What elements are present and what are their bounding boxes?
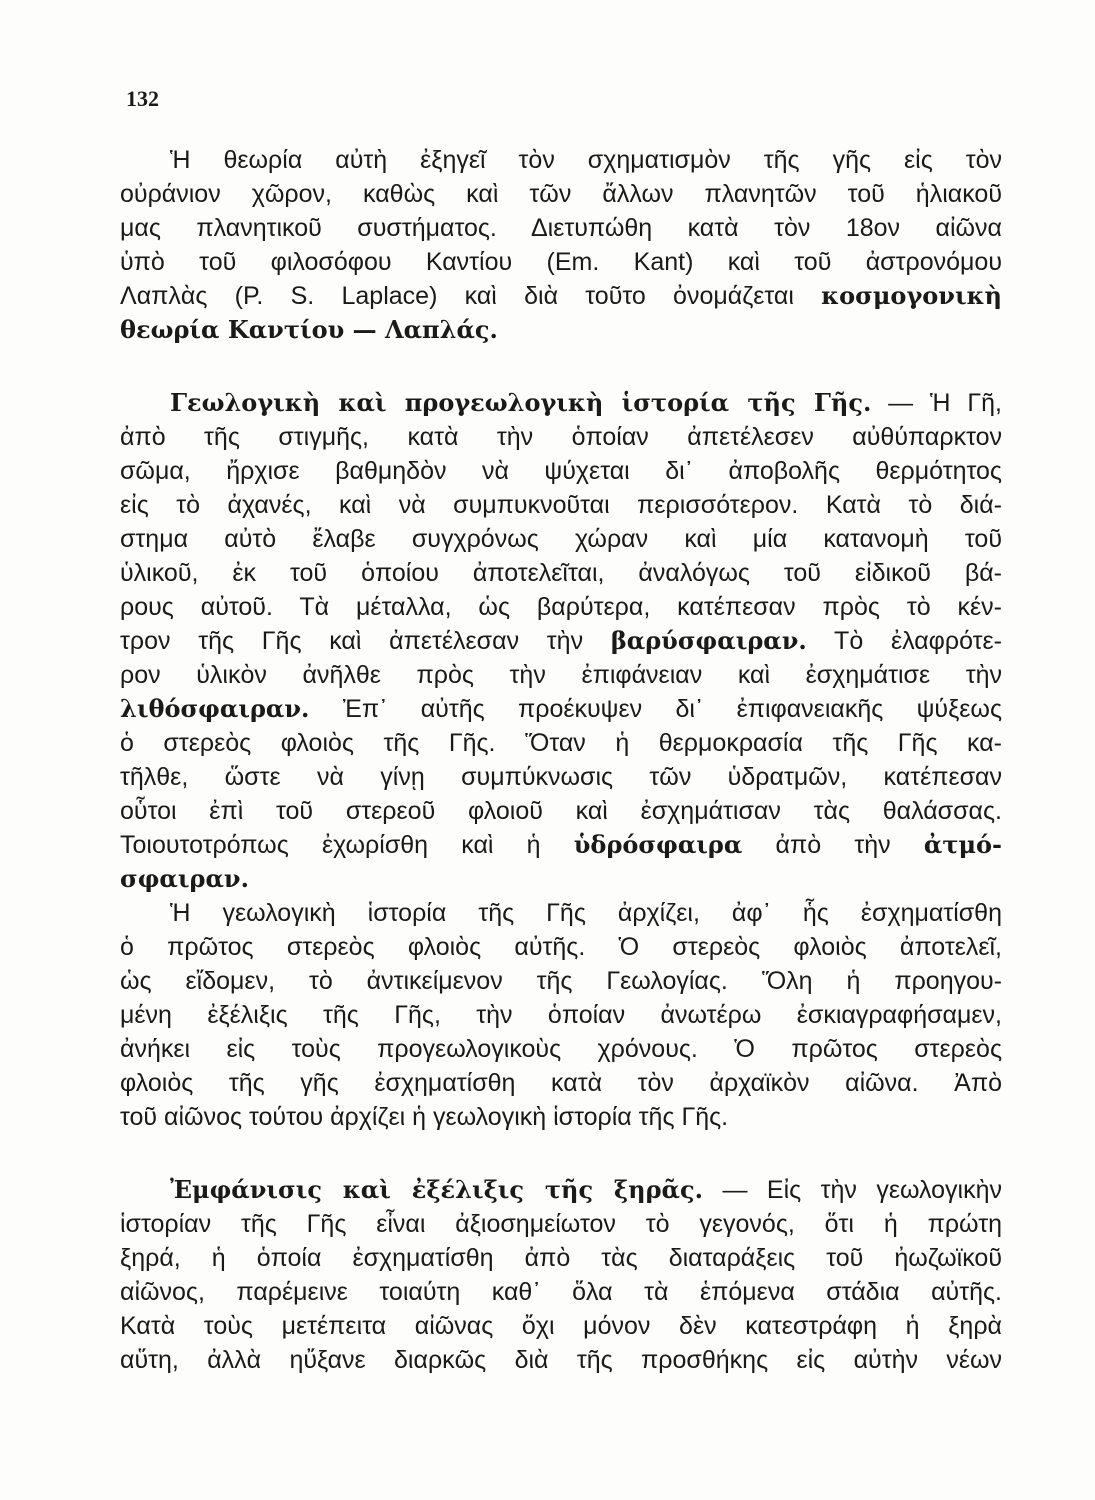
text-line — [120, 488, 1002, 522]
bold-term: ὑδρόσφαιρα — [573, 830, 743, 859]
paragraph — [120, 386, 1002, 896]
bold-term: κοσμογονικὴ — [821, 281, 1002, 310]
text-line — [120, 245, 1002, 279]
text-line — [120, 930, 1002, 964]
text-line — [120, 862, 1002, 896]
text-line — [120, 828, 1002, 862]
text-run: εἰς τὸ ἀχανές, καὶ νὰ συμπυκνοῦται περισσότερον. Κατὰ τὸ διά- — [120, 491, 1002, 519]
text-line — [120, 313, 1002, 347]
text-run: μένη ἐξέλιξις τῆς Γῆς, τὴν ὁποίαν ἀνωτέρω ἐσκιαγραφήσαμεν, — [120, 1001, 1002, 1029]
text-line — [120, 692, 1002, 726]
text-run: Κατὰ τοὺς μετέπειτα αἰῶνας ὄχι μόνον δὲν κατεστράφη ἡ ξηρὰ — [120, 1312, 1002, 1340]
text-line — [120, 1066, 1002, 1100]
paragraph — [120, 896, 1002, 1134]
text-run: — Ἡ Γῆ, — [871, 389, 1002, 417]
text-run: ὑπὸ τοῦ φιλοσόφου Καντίου (Em. Kant) καὶ τοῦ ἀστρονόμου — [120, 248, 1002, 276]
text-body — [120, 143, 1002, 1377]
text-line — [120, 624, 1002, 658]
bold-term: Ἐμφάνισις καὶ ἐξέλιξις τῆς ξηρᾶς. — [170, 1175, 703, 1204]
bold-term: ἀτμό- — [923, 830, 1002, 859]
text-line — [120, 556, 1002, 590]
text-run: τρον τῆς Γῆς καὶ ἀπετέλεσαν τὴν — [120, 627, 611, 655]
text-run: οὐράνιον χῶρον, καθὼς καὶ τῶν ἄλλων πλανητῶν τοῦ ἡλιακοῦ — [120, 180, 1002, 208]
text-line — [120, 726, 1002, 760]
text-line — [120, 1343, 1002, 1377]
text-run: Τοιουτοτρόπως ἐχωρίσθη καὶ ἡ — [120, 831, 574, 859]
page-number: 132 — [126, 86, 159, 111]
text-line — [120, 964, 1002, 998]
text-line — [120, 1100, 1002, 1134]
text-run: Ἡ γεωλογικὴ ἱστορία τῆς Γῆς ἀρχίζει, ἀφ᾽ ἧς ἐσχηματίσθη — [170, 899, 1002, 927]
text-run: φλοιὸς τῆς γῆς ἐσχηματίσθη κατὰ τὸν ἀρχαϊκὸν αἰῶνα. Ἀπὸ — [120, 1069, 1002, 1097]
text-run: ὡς εἴδομεν, τὸ ἀντικείμενον τῆς Γεωλογίας. Ὅλη ἡ προηγου- — [120, 967, 1002, 995]
paragraph — [120, 1173, 1002, 1377]
text-line — [120, 211, 1002, 245]
text-run: ὑλικοῦ, ἐκ τοῦ ὁποίου ἀποτελεῖται, ἀναλόγως τοῦ εἰδικοῦ βά- — [120, 559, 1002, 587]
text-run: ξηρά, ἡ ὁποία ἐσχηματίσθη ἀπὸ τὰς διαταράξεις τοῦ ἠωζωϊκοῦ — [120, 1244, 1002, 1272]
text-run: Ἐπ᾽ αὐτῆς προέκυψεν δι᾽ ἐπιφανειακῆς ψύξεως — [309, 695, 1002, 723]
bold-term: λιθόσφαιραν. — [120, 694, 310, 723]
text-line — [120, 279, 1002, 313]
text-run: Λαπλὰς (P. S. Laplace) καὶ διὰ τοῦτο ὀνομάζεται — [120, 282, 822, 310]
text-line — [120, 760, 1002, 794]
text-line — [120, 454, 1002, 488]
text-line — [120, 794, 1002, 828]
text-run: ἀπὸ τῆς στιγμῆς, κατὰ τὴν ὁποίαν ἀπετέλεσεν αὐθύπαρκτον — [120, 423, 1002, 451]
text-line — [120, 420, 1002, 454]
text-run: μας πλανητικοῦ συστήματος. Διετυπώθη κατὰ τὸν 18ον αἰῶνα — [120, 214, 1002, 242]
text-line — [120, 658, 1002, 692]
text-run: οὗτοι ἐπὶ τοῦ στερεοῦ φλοιοῦ καὶ ἐσχημάτισαν τὰς θαλάσσας. — [120, 797, 1002, 825]
text-run: στημα αὐτὸ ἔλαβε συγχρόνως χώραν καὶ μία κατανομὴ τοῦ — [120, 525, 1002, 553]
text-run: σῶμα, ἤρχισε βαθμηδὸν νὰ ψύχεται δι᾽ ἀποβολῆς θερμότητος — [120, 457, 1002, 485]
text-line — [120, 1032, 1002, 1066]
text-run: — Εἰς τὴν γεωλογικὴν — [703, 1176, 1002, 1204]
text-line — [120, 1309, 1002, 1343]
text-line — [120, 1275, 1002, 1309]
text-line — [120, 386, 1002, 420]
text-line — [120, 522, 1002, 556]
text-run: ὁ στερεὸς φλοιὸς τῆς Γῆς. Ὅταν ἡ θερμοκρασία τῆς Γῆς κα- — [120, 729, 1002, 757]
text-run: ἱστορίαν τῆς Γῆς εἶναι ἀξιοσημείωτον τὸ γεγονός, ὅτι ἡ πρώτη — [120, 1210, 1002, 1238]
text-run: Τὸ ἐλαφρότε- — [806, 627, 1002, 655]
text-line — [120, 998, 1002, 1032]
text-run: ἀπὸ τὴν — [742, 831, 924, 859]
bold-term: σφαιραν. — [120, 864, 249, 893]
text-run: αὕτη, ἀλλὰ ηὔξανε διαρκῶς διὰ τῆς προσθήκης εἰς αὐτὴν νέων — [120, 1346, 1002, 1374]
text-run: ρους αὐτοῦ. Τὰ μέταλλα, ὡς βαρύτερα, κατέπεσαν πρὸς τὸ κέν- — [120, 593, 1002, 621]
text-run: ἀνήκει εἰς τοὺς προγεωλογικοὺς χρόνους. Ὁ πρῶτος στερεὸς — [120, 1035, 1002, 1063]
text-run: τῆλθε, ὥστε νὰ γίνῃ συμπύκνωσις τῶν ὑδρατμῶν, κατέπεσαν — [120, 763, 1002, 791]
text-run: αἰῶνος, παρέμεινε τοιαύτη καθ᾽ ὅλα τὰ ἑπόμενα στάδια αὐτῆς. — [120, 1278, 1002, 1306]
paragraph — [120, 143, 1002, 347]
text-run: τοῦ αἰῶνος τούτου ἀρχίζει ἡ γεωλογικὴ ἱστορία τῆς Γῆς. — [120, 1103, 729, 1131]
bold-term: βαρύσφαιραν. — [610, 626, 807, 655]
text-line — [120, 1241, 1002, 1275]
text-run: Ἡ θεωρία αὐτὴ ἐξηγεῖ τὸν σχηματισμὸν τῆς γῆς εἰς τὸν — [170, 146, 1002, 174]
text-line — [120, 177, 1002, 211]
text-line — [120, 1207, 1002, 1241]
bold-term: Γεωλογικὴ καὶ προγεωλογικὴ ἱστορία τῆς Γῆς. — [170, 388, 872, 417]
text-line — [120, 896, 1002, 930]
text-line — [120, 1173, 1002, 1207]
text-run: ὁ πρῶτος στερεὸς φλοιὸς αὐτῆς. Ὁ στερεὸς φλοιὸς ἀποτελεῖ, — [120, 933, 1002, 961]
text-line — [120, 590, 1002, 624]
text-run: ρον ὑλικὸν ἀνῆλθε πρὸς τὴν ἐπιφάνειαν καὶ ἐσχημάτισε τὴν — [120, 661, 1002, 689]
bold-term: θεωρία Καντίου — Λαπλάς. — [120, 315, 498, 344]
text-line — [120, 143, 1002, 177]
